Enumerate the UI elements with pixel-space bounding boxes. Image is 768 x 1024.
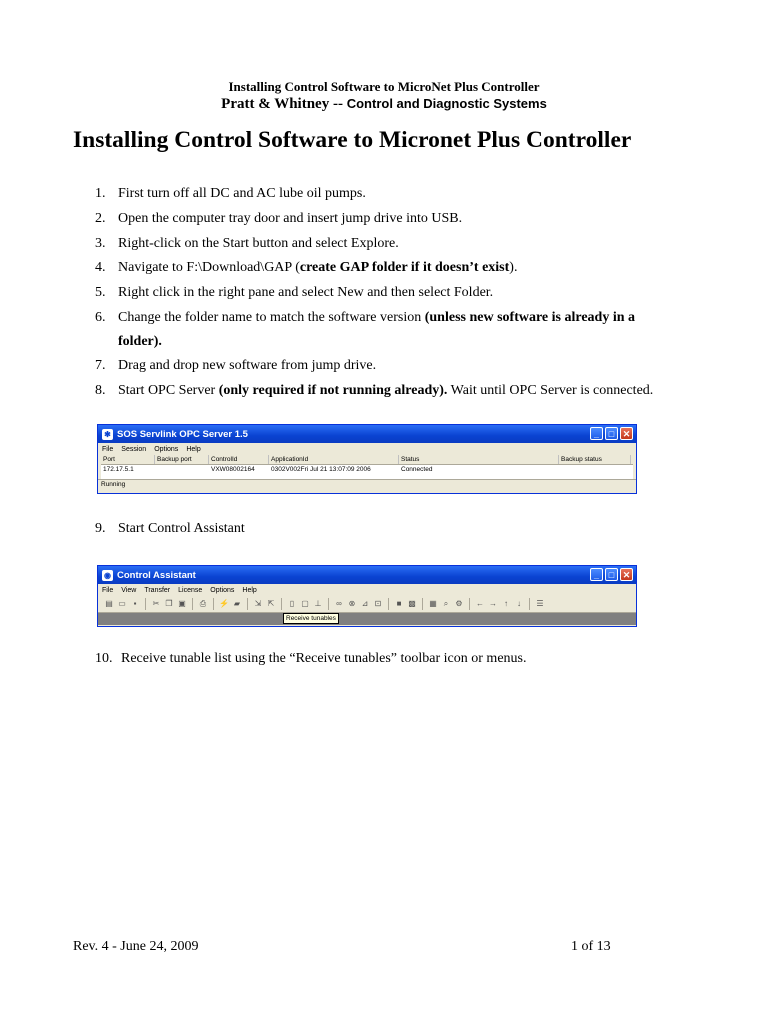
print-icon[interactable]: ⎙ [199,599,207,608]
menu-file[interactable]: File [102,445,114,453]
maximize-icon[interactable]: □ [605,568,618,581]
step-item [95,186,366,202]
step-text: Open the computer tray door and insert jump drive into USB. [118,211,463,226]
header-dashes: -- [329,96,347,112]
save-icon[interactable]: ▪ [133,599,137,608]
step-item [95,285,493,301]
toolbar-separator [281,598,282,610]
ca-app-icon: ◉ [102,570,113,581]
opc-app-icon: ✱ [102,429,113,440]
lock-icon[interactable]: ▢ [301,599,309,608]
step-number: 4. [95,260,106,275]
cell-status: Connected [401,466,433,473]
step-text-end: ). [509,260,518,275]
arrow-up-icon[interactable]: ↑ [504,599,508,608]
menu-help[interactable]: Help [242,586,257,594]
step-item [95,383,653,399]
ca-workspace [98,613,636,625]
col-status[interactable]: Status [399,455,559,464]
document-header-title: Installing Control Software to MicroNet Plus Controller [228,79,540,94]
step-number: 1. [95,186,106,201]
step-number: 10. [95,651,113,666]
menu-help[interactable]: Help [186,445,201,453]
step-number: 8. [95,383,106,398]
step-number: 6. [95,310,106,325]
opc-title-bar [98,425,636,443]
menu-options[interactable]: Options [210,586,235,594]
find-icon[interactable]: ∞ [336,599,342,608]
footer-page-number: 1 of 13 [571,939,611,954]
pin-icon[interactable]: ⊥ [314,599,322,608]
ca-window-title: Control Assistant [117,569,196,581]
opc-menu-bar [98,443,636,455]
properties-icon[interactable]: ☰ [536,599,544,608]
step-text: Change the folder name to match the software version [118,310,425,325]
cell-application-id: 0302V002Fri Jul 21 13:07:09 2006 [271,466,371,473]
receive-tunables-tooltip: Receive tunables [283,613,339,624]
step-text: Right-click on the Start button and select Explore. [118,236,399,251]
cell-port: 172.17.5.1 [103,466,134,473]
settings-icon[interactable]: ⚙ [455,599,463,608]
document-icon[interactable]: ▯ [289,599,295,608]
toolbar-separator [328,598,329,610]
cell-backup-status [559,465,631,475]
minimize-icon[interactable]: _ [590,427,603,440]
document-header-company [0,96,768,113]
col-backup-status[interactable]: Backup status [559,455,631,464]
toolbar-separator [247,598,248,610]
company-name: Pratt & Whitney [221,96,330,112]
step-text: Start OPC Server [118,383,219,398]
step-item [95,260,517,276]
page-title: Installing Control Software to Micronet Plus Controller [73,127,632,153]
step-number: 2. [95,211,106,226]
step-number: 3. [95,236,106,251]
control-assistant-window [97,565,637,627]
col-application-id[interactable]: ApplicationId [269,455,399,464]
opc-session-table [101,455,633,479]
connect-icon[interactable]: ⚡ [219,599,229,608]
step-number: 5. [95,285,106,300]
cell-control-id: VXW08002164 [211,466,255,473]
opc-window-title: SOS Servlink OPC Server 1.5 [117,428,248,440]
toolbar-separator [469,598,470,610]
maximize-icon[interactable]: □ [605,427,618,440]
new-icon[interactable]: ▤ [105,599,113,608]
step-item [95,310,635,326]
compare-icon[interactable]: ⊗ [348,599,356,608]
step-text: Drag and drop new software from jump drive. [118,358,377,373]
step-item [95,358,376,374]
send-tunables-icon[interactable]: ⇱ [267,599,275,608]
toolbar-separator [422,598,423,610]
col-port[interactable]: Port [101,455,155,464]
step-number: 9. [95,521,106,536]
arrow-right-icon[interactable]: → [489,599,497,608]
toolbar-separator [145,598,146,610]
ca-toolbar [98,596,636,613]
col-control-id[interactable]: ControlId [209,455,269,464]
step-text: Start Control Assistant [118,521,245,536]
ca-menu-bar [98,584,636,596]
open-icon[interactable]: ▭ [118,599,126,608]
zoom-icon[interactable]: ⌕ [443,599,449,608]
arrow-down-icon[interactable]: ↓ [517,599,521,608]
step-text: Navigate to F:\Download\GAP ( [118,260,300,275]
cut-icon[interactable]: ✂ [152,599,160,608]
step-emphasis: (unless new software is already in a [424,310,636,325]
step-item [95,211,462,227]
arrow-left-icon[interactable]: ← [476,599,484,608]
step-text: First turn off all DC and AC lube oil pumps. [118,186,366,201]
paste-icon[interactable]: ▣ [178,599,186,608]
monitor-icon[interactable]: ■ [396,599,402,608]
grid-icon[interactable]: ▦ [429,599,437,608]
ca-title-bar [98,566,636,584]
close-icon[interactable]: ✕ [620,427,633,440]
step-emphasis: create GAP folder if it doesn’t exist [299,260,510,275]
toolbar-separator [529,598,530,610]
close-icon[interactable]: ✕ [620,568,633,581]
menu-view[interactable]: View [121,586,137,594]
step-item [95,521,245,537]
step-emphasis: (only required if not running already). [218,383,448,398]
cell-backup-port [155,465,209,475]
col-backup-port[interactable]: Backup port [155,455,209,464]
opc-status-bar: Running [98,479,636,490]
step-text: Right click in the right pane and select New and then select Folder. [118,285,494,300]
menu-session[interactable]: Session [121,445,147,453]
copy-icon[interactable]: ❐ [165,599,173,608]
toolbar-separator [192,598,193,610]
receive-tunables-icon[interactable]: ⇲ [254,599,262,608]
menu-options[interactable]: Options [154,445,179,453]
table-header [101,455,633,465]
footer-revision: Rev. 4 - June 24, 2009 [73,939,199,954]
step-text-end: Wait until OPC Server is connected. [447,383,654,398]
menu-transfer[interactable]: Transfer [144,586,171,594]
menu-license[interactable]: License [178,586,203,594]
step-item [95,236,399,252]
table-row[interactable] [101,465,633,475]
disk-icon[interactable]: ▩ [408,599,416,608]
toolbar-separator [388,598,389,610]
opc-server-window [97,424,637,494]
step-continuation: folder). [118,334,162,349]
step-text: Receive tunable list using the “Receive tunables” toolbar icon or menus. [121,651,527,666]
export-icon[interactable]: ⊿ [361,599,369,608]
minimize-icon[interactable]: _ [590,568,603,581]
step-item [95,651,527,667]
folder-icon[interactable]: ▰ [233,599,241,608]
import-icon[interactable]: ⊡ [374,599,382,608]
menu-file[interactable]: File [102,586,114,594]
toolbar-separator [213,598,214,610]
step-number: 7. [95,358,106,373]
division-name: Control and Diagnostic Systems [346,96,547,111]
